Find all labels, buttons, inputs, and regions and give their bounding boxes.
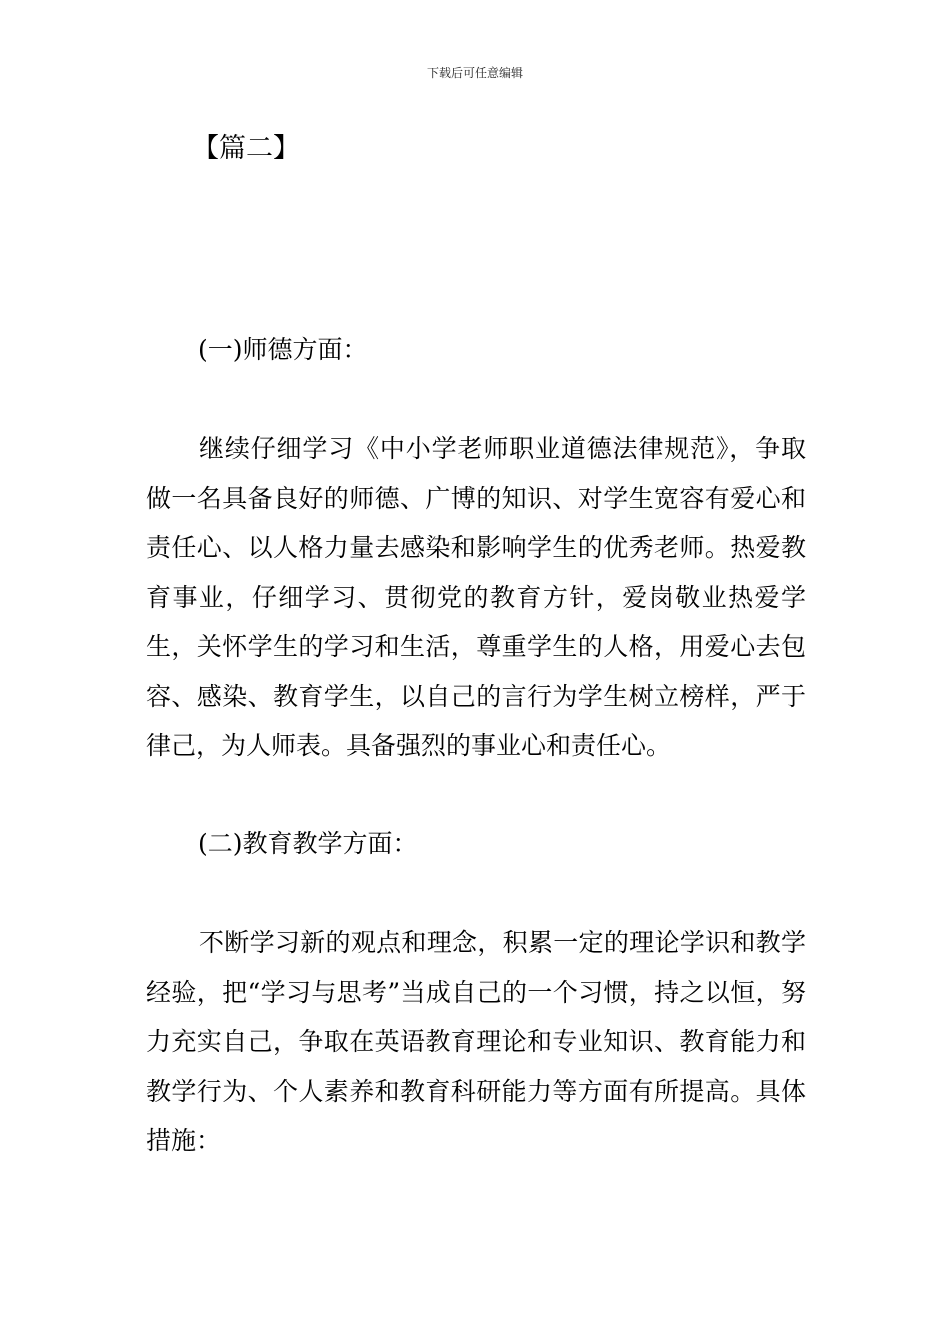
heading-teacher-ethics: (一)师德方面： [198,335,368,364]
heading-teaching: (二)教育教学方面： [198,829,418,858]
page-header-note: 下载后可任意编辑 [426,66,523,80]
paragraph-teacher-ethics: 继续仔细学习《中小学老师职业道德法律规范》，争取做一名具备良好的师德、广博的知识、对学生宽容有爱心和责任心、以人格力量去感染和影响学生的优秀老师。热爱教育事业，仔细学习、贯彻党的教育方针，爱岗敬业热爱学生，关怀学生的学习和生活，尊重学生的人格，用爱心去包容、感染、教育学生，以自己的言行为学生树立榜样，严于律己，为人师表。具备强烈的事业心和责任心。 [146,434,806,760]
paragraph-teaching: 不断学习新的观点和理念，积累一定的理论学识和教学经验，把“学习与思考”当成自己的一个习惯，持之以恒，努力充实自己，争取在英语教育理论和专业知识、教育能力和教学行为、个人素养和教育科研能力等方面有所提高。具体措施： [146,928,806,1155]
section-title: 【篇二】 [192,133,300,164]
